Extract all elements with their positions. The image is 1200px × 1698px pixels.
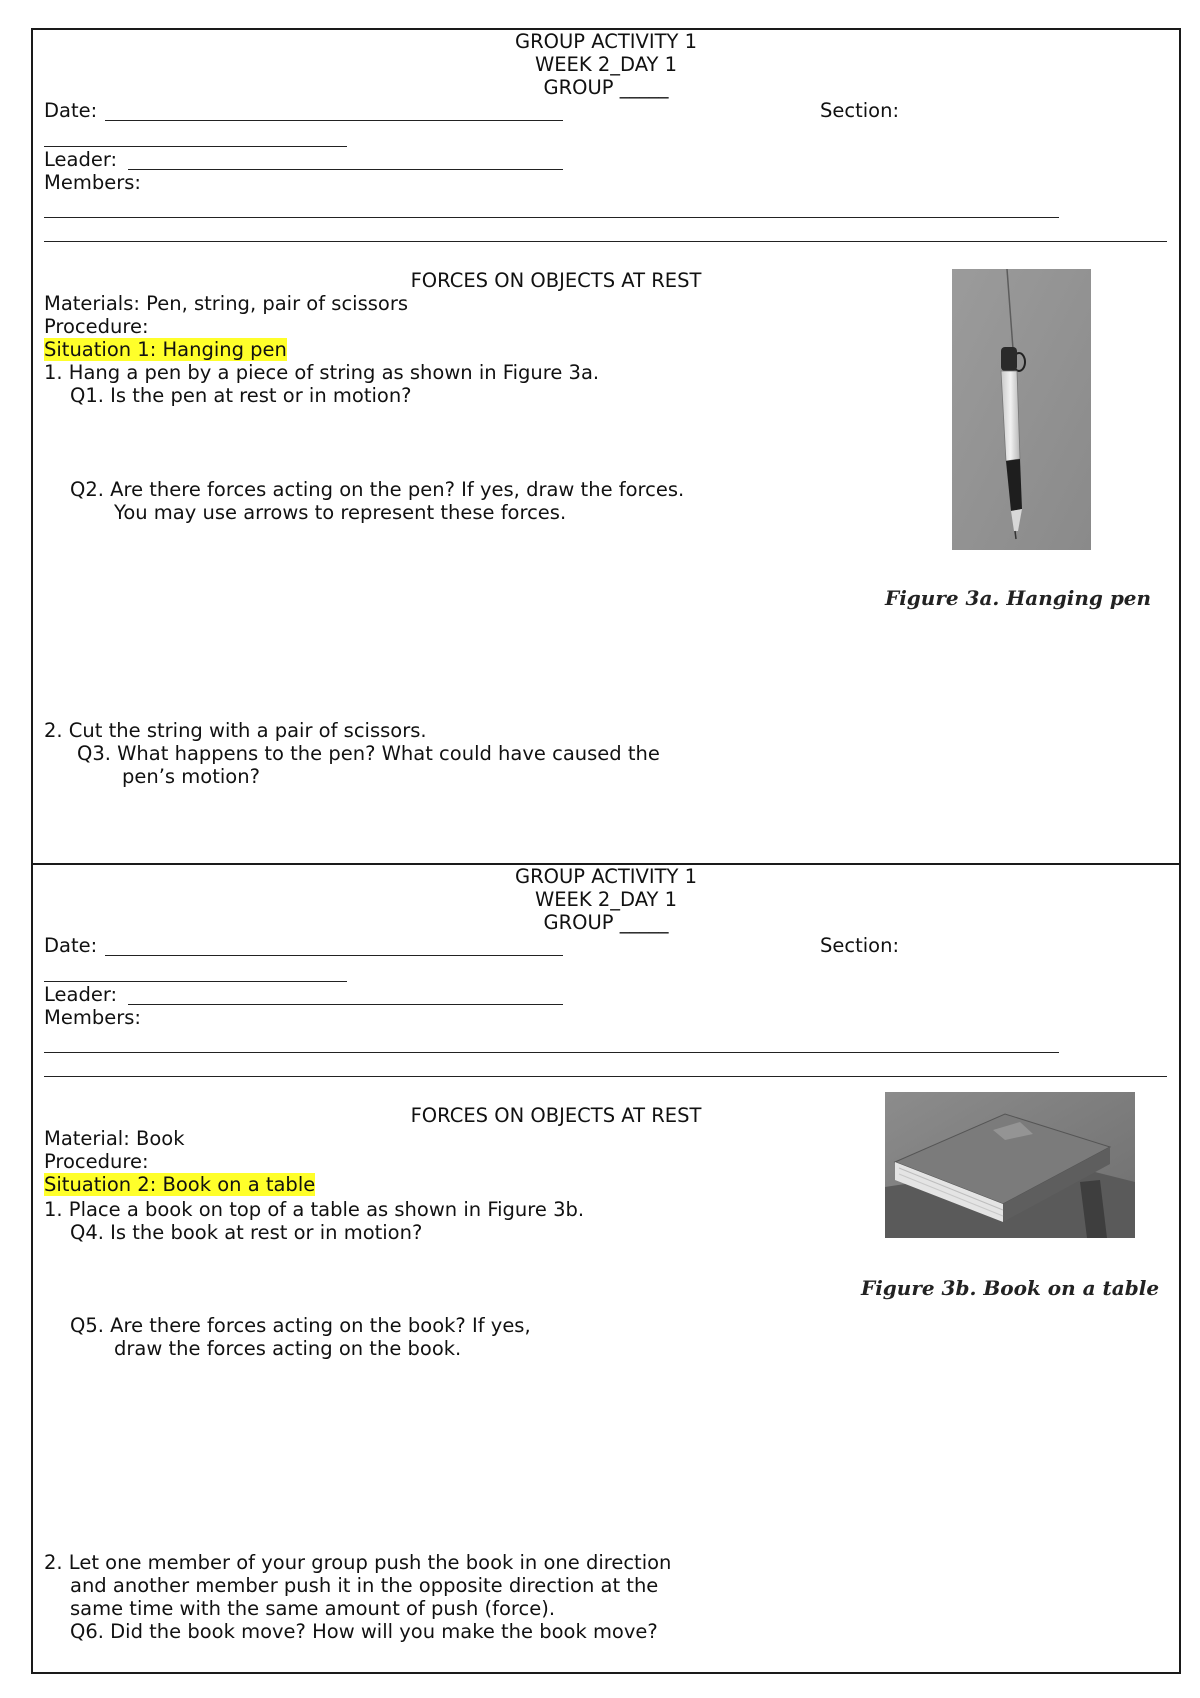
header-divider [44, 1076, 1167, 1077]
materials-text: Materials: Pen, string, pair of scissors [44, 292, 409, 315]
situation-heading: Situation 1: Hanging pen [44, 338, 287, 361]
group-label: GROUP _____ [543, 76, 669, 99]
date-label: Date: [44, 934, 98, 957]
activity-sheet-2 [31, 863, 1181, 1674]
section-field-line[interactable] [44, 981, 347, 982]
hanging-pen-photo [952, 269, 1091, 550]
members-field-line[interactable] [44, 1052, 1059, 1053]
header-divider [44, 241, 1167, 242]
leader-label: Leader: [44, 983, 118, 1006]
materials-text: Material: Book [44, 1127, 185, 1150]
step-2-text: 2. Let one member of your group push the book in one direction [44, 1551, 672, 1574]
activity-sheet-1 [31, 28, 1181, 865]
question-q5-continued: draw the forces acting on the book. [114, 1337, 462, 1360]
step-1-text: 1. Place a book on top of a table as shown in Figure 3b. [44, 1198, 585, 1221]
activity-title: FORCES ON OBJECTS AT REST [410, 1104, 702, 1127]
question-q6: Q6. Did the book move? How will you make the book move? [70, 1620, 658, 1643]
members-label: Members: [44, 171, 141, 194]
question-q4: Q4. Is the book at rest or in motion? [70, 1221, 423, 1244]
leader-field-line[interactable] [128, 169, 563, 170]
procedure-label: Procedure: [44, 1150, 149, 1173]
figure-3b-caption: Figure 3b. Book on a table [861, 1276, 1160, 1300]
leader-field-line[interactable] [128, 1004, 563, 1005]
question-q1: Q1. Is the pen at rest or in motion? [70, 384, 412, 407]
activity-title: FORCES ON OBJECTS AT REST [410, 269, 702, 292]
date-field-line[interactable] [105, 120, 563, 121]
question-q2-continued: You may use arrows to represent these forces. [114, 501, 567, 524]
step-2-text-line-2: and another member push it in the opposite direction at the [70, 1574, 659, 1597]
activity-heading: GROUP ACTIVITY 1 [514, 30, 698, 53]
question-q3-continued: pen’s motion? [122, 765, 260, 788]
step-2-text: 2. Cut the string with a pair of scissors. [44, 719, 427, 742]
members-label: Members: [44, 1006, 141, 1029]
section-label: Section: [820, 99, 900, 122]
section-field-line[interactable] [44, 146, 347, 147]
question-q2: Q2. Are there forces acting on the pen? If yes, draw the forces. [70, 478, 685, 501]
group-label: GROUP _____ [543, 911, 669, 934]
procedure-label: Procedure: [44, 315, 149, 338]
week-day-label: WEEK 2_DAY 1 [534, 888, 678, 911]
date-field-line[interactable] [105, 955, 563, 956]
members-field-line[interactable] [44, 217, 1059, 218]
step-1-text: 1. Hang a pen by a piece of string as shown in Figure 3a. [44, 361, 600, 384]
figure-3a-caption: Figure 3a. Hanging pen [885, 586, 1152, 610]
question-q3: Q3. What happens to the pen? What could have caused the [77, 742, 660, 765]
leader-label: Leader: [44, 148, 118, 171]
activity-heading: GROUP ACTIVITY 1 [514, 865, 698, 888]
question-q5: Q5. Are there forces acting on the book? If yes, [70, 1314, 531, 1337]
week-day-label: WEEK 2_DAY 1 [534, 53, 678, 76]
book-on-table-photo [885, 1092, 1135, 1238]
step-2-text-line-3: same time with the same amount of push (force). [70, 1597, 556, 1620]
situation-heading: Situation 2: Book on a table [44, 1173, 316, 1196]
date-label: Date: [44, 99, 98, 122]
section-label: Section: [820, 934, 900, 957]
